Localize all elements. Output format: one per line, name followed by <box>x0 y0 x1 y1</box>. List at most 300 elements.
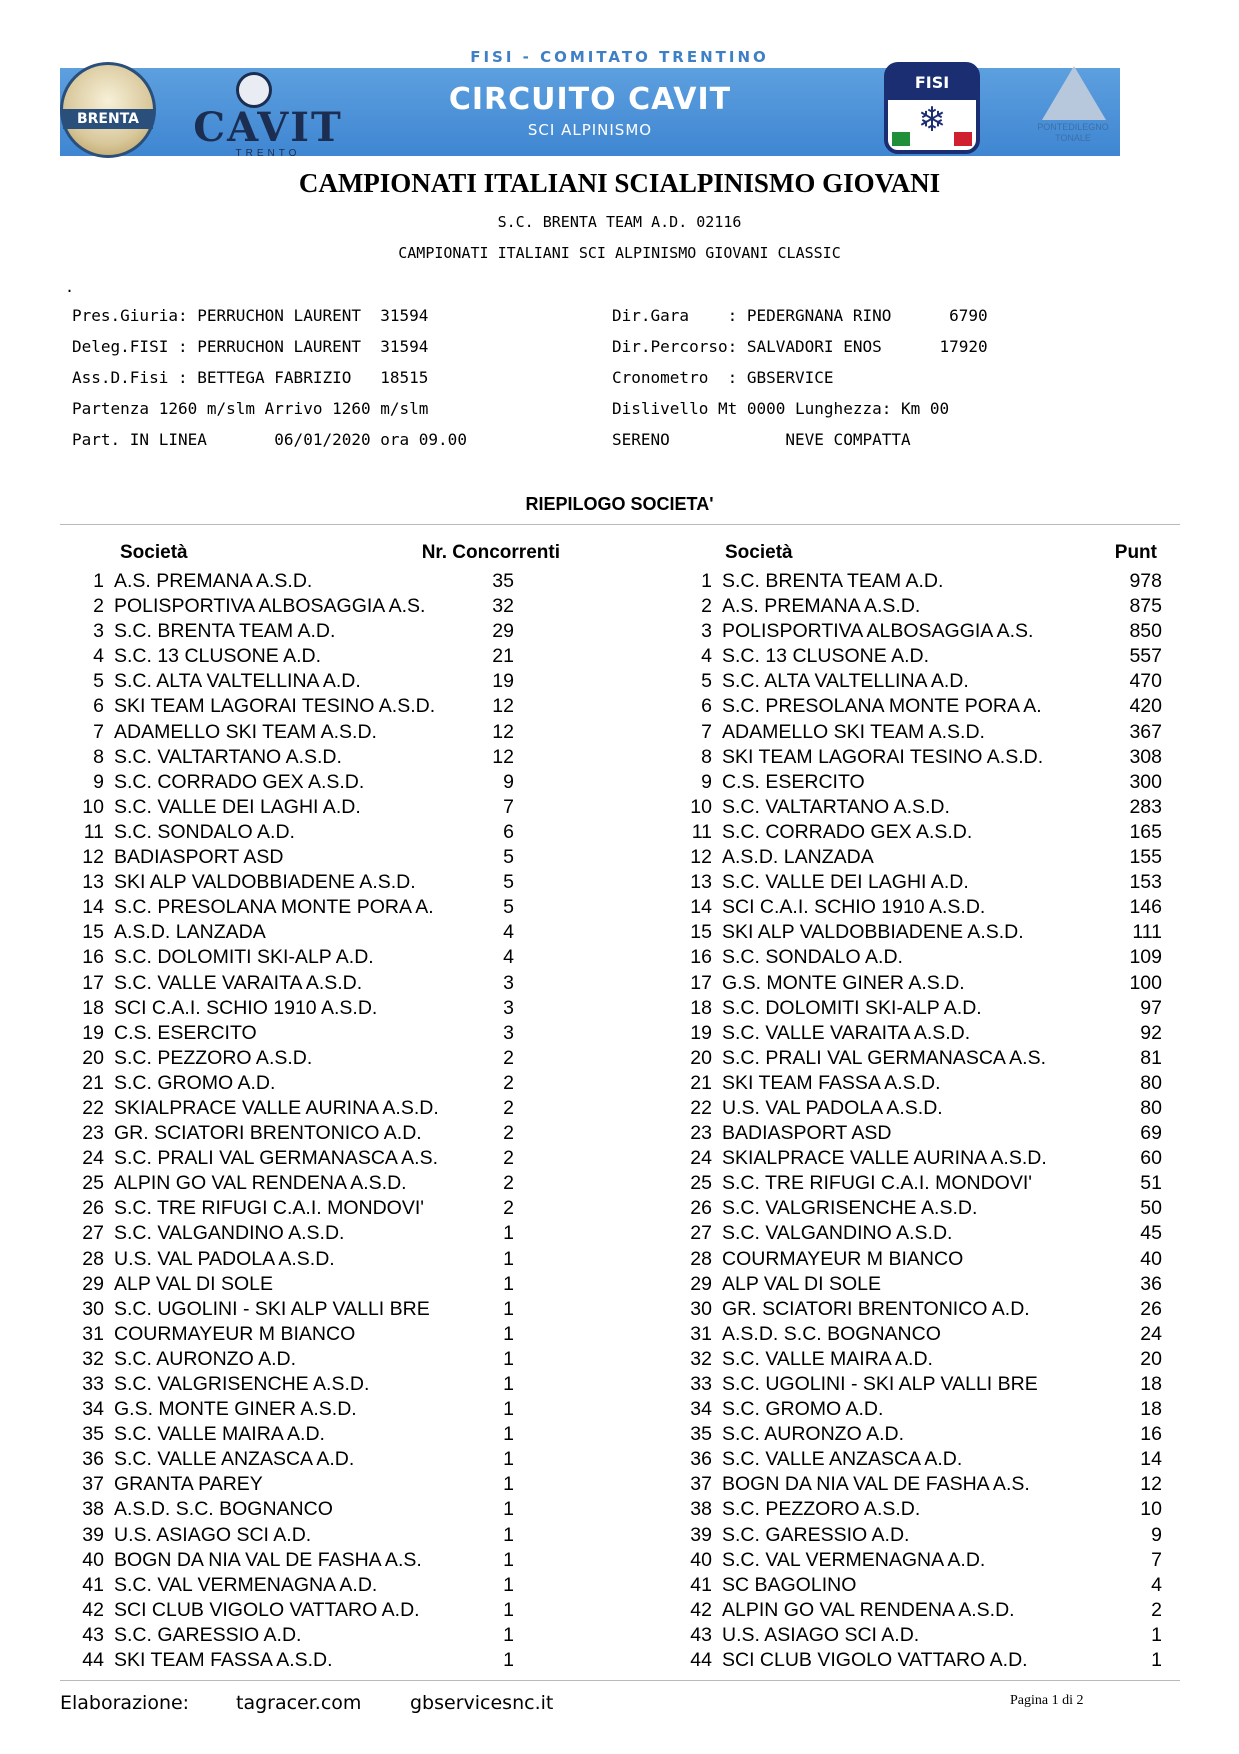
row-rank: 37 <box>690 1473 712 1496</box>
row-society: S.C. BRENTA TEAM A.D. <box>114 620 336 643</box>
top-divider <box>60 524 1180 525</box>
row-value: 300 <box>1129 770 1162 793</box>
row-society: SKI ALP VALDOBBIADENE A.S.D. <box>722 921 1024 944</box>
row-rank: 29 <box>82 1272 104 1295</box>
row-society: S.C. 13 CLUSONE A.D. <box>722 645 929 668</box>
row-value: 10 <box>1140 1498 1162 1521</box>
row-society: ALP VAL DI SOLE <box>114 1272 273 1295</box>
row-value: 1 <box>503 1272 514 1295</box>
row-rank: 28 <box>690 1247 712 1270</box>
table-row <box>64 1022 564 1047</box>
row-rank: 27 <box>690 1222 712 1245</box>
row-rank: 12 <box>690 846 712 869</box>
row-value: 111 <box>1132 921 1162 944</box>
table-row <box>672 1348 1162 1373</box>
row-rank: 29 <box>690 1272 712 1295</box>
row-value: 16 <box>1140 1423 1162 1446</box>
brenta-team-logo <box>60 62 156 158</box>
row-society: POLISPORTIVA ALBOSAGGIA A.S. <box>114 595 426 618</box>
row-rank: 15 <box>690 921 712 944</box>
row-rank: 32 <box>690 1347 712 1370</box>
table-row <box>672 1599 1162 1624</box>
row-society: S.C. VALLE DEI LAGHI A.D. <box>114 795 361 818</box>
row-society: ALP VAL DI SOLE <box>722 1272 881 1295</box>
row-rank: 26 <box>82 1197 104 1220</box>
right-table <box>672 570 1162 1674</box>
table-row <box>672 1448 1162 1473</box>
table-row <box>64 1524 564 1549</box>
row-rank: 36 <box>690 1448 712 1471</box>
row-value: 1 <box>503 1473 514 1496</box>
row-rank: 34 <box>690 1398 712 1421</box>
row-society: SKI TEAM FASSA A.S.D. <box>114 1649 333 1672</box>
row-rank: 9 <box>93 770 104 793</box>
table-row <box>672 721 1162 746</box>
table-row <box>672 1172 1162 1197</box>
table-row <box>64 695 564 720</box>
event-line: CAMPIONATI ITALIANI SCI ALPINISMO GIOVANI CLASSIC <box>398 244 841 262</box>
row-rank: 8 <box>93 745 104 768</box>
table-row <box>64 1649 564 1674</box>
row-society: BOGN DA NIA VAL DE FASHA A.S. <box>722 1473 1030 1496</box>
row-rank: 9 <box>701 770 712 793</box>
row-society: ADAMELLO SKI TEAM A.S.D. <box>722 720 985 743</box>
table-row <box>64 921 564 946</box>
row-society: G.S. MONTE GINER A.S.D. <box>114 1398 357 1421</box>
table-row <box>672 1549 1162 1574</box>
row-rank: 38 <box>82 1498 104 1521</box>
table-row <box>672 997 1162 1022</box>
row-society: SCI CLUB VIGOLO VATTARO A.D. <box>722 1649 1028 1672</box>
row-value: 69 <box>1140 1122 1162 1145</box>
row-value: 26 <box>1140 1297 1162 1320</box>
row-society: S.C. DOLOMITI SKI-ALP A.D. <box>722 996 982 1019</box>
row-value: 283 <box>1129 795 1162 818</box>
row-value: 4 <box>503 946 514 969</box>
row-rank: 5 <box>93 670 104 693</box>
row-rank: 18 <box>82 996 104 1019</box>
table-row <box>672 1022 1162 1047</box>
row-society: A.S.D. LANZADA <box>114 921 266 944</box>
table-row <box>672 1147 1162 1172</box>
row-rank: 19 <box>82 1021 104 1044</box>
row-rank: 37 <box>82 1473 104 1496</box>
row-value: 1 <box>503 1322 514 1345</box>
row-value: 2 <box>503 1071 514 1094</box>
row-value: 1 <box>503 1573 514 1596</box>
row-society: S.C. CORRADO GEX A.S.D. <box>722 820 973 843</box>
row-value: 60 <box>1140 1147 1162 1170</box>
row-value: 50 <box>1140 1197 1162 1220</box>
left-col-header-value: Nr. Concorrenti <box>421 542 560 563</box>
row-society: S.C. VALLE DEI LAGHI A.D. <box>722 871 969 894</box>
table-row <box>64 645 564 670</box>
row-society: S.C. CORRADO GEX A.S.D. <box>114 770 365 793</box>
footer-label: Elaborazione: <box>60 1692 190 1714</box>
bottom-divider <box>60 1680 1180 1681</box>
row-value: 165 <box>1129 820 1162 843</box>
row-society: SKI TEAM LAGORAI TESINO A.S.D. <box>114 695 436 718</box>
row-value: 146 <box>1129 896 1162 919</box>
table-row <box>672 1373 1162 1398</box>
table-row <box>64 1323 564 1348</box>
row-society: S.C. AURONZO A.D. <box>722 1423 905 1446</box>
mountain-icon <box>1042 66 1106 120</box>
fisi-logo-text: FISI <box>888 66 976 100</box>
row-society: S.C. SONDALO A.D. <box>114 820 295 843</box>
row-society: SCI C.A.I. SCHIO 1910 A.S.D. <box>114 996 378 1019</box>
row-value: 51 <box>1140 1172 1162 1195</box>
table-row <box>64 1348 564 1373</box>
info-left-3: Ass.D.Fisi : BETTEGA FABRIZIO 18515 <box>72 368 429 387</box>
row-rank: 25 <box>690 1172 712 1195</box>
table-row <box>672 1524 1162 1549</box>
row-rank: 14 <box>690 896 712 919</box>
row-value: 1 <box>503 1373 514 1395</box>
flag-red-stripe <box>954 132 972 146</box>
row-value: 470 <box>1129 670 1162 693</box>
row-society: GRANTA PAREY <box>114 1473 263 1496</box>
row-rank: 43 <box>82 1623 104 1646</box>
row-value: 80 <box>1140 1096 1162 1119</box>
table-row <box>64 570 564 595</box>
row-value: 7 <box>503 795 514 818</box>
row-value: 875 <box>1129 595 1162 618</box>
row-rank: 24 <box>82 1147 104 1170</box>
row-value: 12 <box>1140 1473 1162 1496</box>
table-row <box>672 1498 1162 1523</box>
table-row <box>64 771 564 796</box>
table-row <box>64 821 564 846</box>
row-society: S.C. TRE RIFUGI C.A.I. MONDOVI' <box>114 1197 424 1220</box>
row-rank: 23 <box>690 1122 712 1145</box>
footer-link-gbservice[interactable]: gbservicesnc.it <box>410 1692 554 1714</box>
row-rank: 12 <box>82 846 104 869</box>
row-society: S.C. PEZZORO A.S.D. <box>114 1046 313 1069</box>
row-value: 40 <box>1140 1247 1162 1270</box>
row-society: SKI TEAM FASSA A.S.D. <box>722 1071 941 1094</box>
row-rank: 2 <box>701 595 712 618</box>
row-value: 1 <box>503 1598 514 1621</box>
left-col-header-name: Società <box>120 542 188 563</box>
snowflake-icon: ❄ <box>917 101 947 139</box>
row-society: S.C. VALGRISENCHE A.S.D. <box>114 1373 370 1395</box>
table-row <box>672 771 1162 796</box>
row-value: 2 <box>1151 1598 1162 1621</box>
row-rank: 22 <box>690 1096 712 1119</box>
table-row <box>64 1498 564 1523</box>
row-society: S.C. VALLE VARAITA A.S.D. <box>114 971 363 994</box>
row-value: 29 <box>492 620 514 643</box>
table-row <box>672 695 1162 720</box>
row-value: 1 <box>503 1623 514 1646</box>
row-rank: 1 <box>701 570 712 592</box>
page-title: CAMPIONATI ITALIANI SCIALPINISMO GIOVANI <box>298 168 941 198</box>
table-row <box>64 670 564 695</box>
row-society: S.C. VALLE MAIRA A.D. <box>722 1347 933 1370</box>
row-rank: 24 <box>690 1147 712 1170</box>
row-value: 109 <box>1129 946 1162 969</box>
row-value: 12 <box>492 720 514 743</box>
row-rank: 10 <box>690 795 712 818</box>
row-rank: 27 <box>82 1222 104 1245</box>
row-rank: 31 <box>82 1322 104 1345</box>
table-row <box>672 821 1162 846</box>
table-row <box>64 1097 564 1122</box>
table-row <box>64 871 564 896</box>
row-rank: 6 <box>93 695 104 718</box>
row-society: S.C. VALLE ANZASCA A.D. <box>722 1448 963 1471</box>
brenta-logo-text: BRENTA <box>63 109 153 129</box>
row-rank: 35 <box>82 1423 104 1446</box>
row-rank: 20 <box>690 1046 712 1069</box>
table-row <box>64 1473 564 1498</box>
row-rank: 8 <box>701 745 712 768</box>
row-value: 97 <box>1140 996 1162 1019</box>
row-value: 4 <box>503 921 514 944</box>
row-value: 9 <box>1151 1523 1162 1546</box>
table-row <box>672 1574 1162 1599</box>
info-right-2: Dir.Percorso: SALVADORI ENOS 17920 <box>612 337 988 356</box>
table-row <box>64 1599 564 1624</box>
row-society: S.C. GARESSIO A.D. <box>114 1623 302 1646</box>
row-rank: 19 <box>690 1021 712 1044</box>
row-society: SKI TEAM LAGORAI TESINO A.S.D. <box>722 745 1044 768</box>
row-society: A.S.D. S.C. BOGNANCO <box>722 1322 941 1345</box>
row-value: 24 <box>1140 1322 1162 1345</box>
banner-title: CIRCUITO CAVIT <box>448 82 732 117</box>
row-value: 45 <box>1140 1222 1162 1245</box>
row-rank: 6 <box>701 695 712 718</box>
cavit-logo <box>168 70 368 159</box>
row-society: U.S. VAL PADOLA A.S.D. <box>722 1096 943 1119</box>
row-value: 1 <box>503 1297 514 1320</box>
table-row <box>64 1423 564 1448</box>
row-value: 1 <box>503 1448 514 1471</box>
row-society: A.S.D. S.C. BOGNANCO <box>114 1498 333 1521</box>
table-row <box>672 871 1162 896</box>
row-society: S.C. GARESSIO A.D. <box>722 1523 910 1546</box>
table-row <box>672 796 1162 821</box>
table-row <box>64 1122 564 1147</box>
row-society: S.C. VALGRISENCHE A.S.D. <box>722 1197 978 1220</box>
row-value: 3 <box>503 996 514 1019</box>
row-rank: 44 <box>82 1649 104 1672</box>
row-rank: 11 <box>83 820 104 843</box>
row-society: GR. SCIATORI BRENTONICO A.D. <box>114 1122 422 1145</box>
row-value: 1 <box>503 1347 514 1370</box>
row-society: BADIASPORT ASD <box>114 846 284 869</box>
info-left-1: Pres.Giuria: PERRUCHON LAURENT 31594 <box>72 306 429 325</box>
table-row <box>64 1197 564 1222</box>
table-row <box>64 1273 564 1298</box>
table-row <box>672 670 1162 695</box>
row-society: A.S.D. LANZADA <box>722 846 874 869</box>
table-row <box>64 620 564 645</box>
table-row <box>64 1222 564 1247</box>
row-rank: 2 <box>93 595 104 618</box>
cavit-emblem-icon <box>236 72 272 108</box>
row-value: 9 <box>503 770 514 793</box>
row-society: S.C. UGOLINI - SKI ALP VALLI BRE <box>114 1297 430 1320</box>
row-society: BOGN DA NIA VAL DE FASHA A.S. <box>114 1548 422 1571</box>
fisi-logo <box>884 62 980 154</box>
row-rank: 21 <box>690 1071 712 1094</box>
row-rank: 16 <box>82 946 104 969</box>
row-society: U.S. ASIAGO SCI A.D. <box>114 1523 312 1546</box>
row-society: SKIALPRACE VALLE AURINA A.S.D. <box>114 1096 439 1119</box>
row-value: 1 <box>503 1523 514 1546</box>
row-society: S.C. AURONZO A.D. <box>114 1347 297 1370</box>
table-row <box>64 1047 564 1072</box>
table-row <box>672 746 1162 771</box>
row-society: S.C. 13 CLUSONE A.D. <box>114 645 321 668</box>
row-rank: 40 <box>690 1548 712 1571</box>
info-left-5: Part. IN LINEA 06/01/2020 ora 09.00 <box>72 430 467 449</box>
row-value: 1 <box>1151 1649 1162 1672</box>
row-rank: 10 <box>82 795 104 818</box>
row-value: 1 <box>1151 1623 1162 1646</box>
table-row <box>64 946 564 971</box>
row-value: 5 <box>503 871 514 894</box>
row-value: 850 <box>1129 620 1162 643</box>
row-rank: 33 <box>82 1373 104 1395</box>
table-row <box>672 1122 1162 1147</box>
table-row <box>672 1273 1162 1298</box>
row-society: SKI ALP VALDOBBIADENE A.S.D. <box>114 871 416 894</box>
table-row <box>64 1624 564 1649</box>
row-value: 1 <box>503 1247 514 1270</box>
row-society: S.C. ALTA VALTELLINA A.D. <box>114 670 361 693</box>
row-rank: 15 <box>82 921 104 944</box>
row-value: 2 <box>503 1147 514 1170</box>
table-row <box>672 1222 1162 1247</box>
row-value: 35 <box>492 570 514 592</box>
table-row <box>64 1373 564 1398</box>
row-society: SCI C.A.I. SCHIO 1910 A.S.D. <box>722 896 986 919</box>
row-society: ADAMELLO SKI TEAM A.S.D. <box>114 720 377 743</box>
table-row <box>672 1197 1162 1222</box>
row-value: 92 <box>1140 1021 1162 1044</box>
row-value: 3 <box>503 971 514 994</box>
row-value: 1 <box>503 1222 514 1245</box>
row-rank: 26 <box>690 1197 712 1220</box>
row-rank: 31 <box>690 1322 712 1345</box>
row-value: 3 <box>503 1021 514 1044</box>
row-society: U.S. ASIAGO SCI A.D. <box>722 1623 920 1646</box>
row-value: 2 <box>503 1197 514 1220</box>
row-rank: 20 <box>82 1046 104 1069</box>
table-row <box>672 921 1162 946</box>
row-value: 14 <box>1140 1448 1162 1471</box>
row-society: S.C. VALLE ANZASCA A.D. <box>114 1448 355 1471</box>
row-value: 12 <box>492 695 514 718</box>
row-rank: 41 <box>690 1573 712 1596</box>
tonale-logo <box>1030 62 1116 158</box>
table-row <box>672 1398 1162 1423</box>
table-row <box>64 1549 564 1574</box>
row-society: U.S. VAL PADOLA A.S.D. <box>114 1247 335 1270</box>
row-rank: 21 <box>82 1071 104 1094</box>
row-society: C.S. ESERCITO <box>722 770 865 793</box>
row-society: S.C. PRESOLANA MONTE PORA A. <box>114 896 434 919</box>
info-right-4: Dislivello Mt 0000 Lunghezza: Km 00 <box>612 399 950 418</box>
table-row <box>64 796 564 821</box>
table-row <box>64 1448 564 1473</box>
left-table <box>64 570 564 1674</box>
row-value: 1 <box>503 1423 514 1446</box>
row-society: S.C. SONDALO A.D. <box>722 946 903 969</box>
table-row <box>672 1423 1162 1448</box>
row-value: 5 <box>503 846 514 869</box>
row-rank: 30 <box>690 1297 712 1320</box>
row-rank: 43 <box>690 1623 712 1646</box>
right-col-header-name: Società <box>725 542 793 563</box>
row-society: S.C. VALLE VARAITA A.S.D. <box>722 1021 971 1044</box>
table-row <box>64 896 564 921</box>
row-rank: 35 <box>690 1423 712 1446</box>
row-rank: 3 <box>93 620 104 643</box>
row-value: 100 <box>1129 971 1162 994</box>
table-row <box>672 1298 1162 1323</box>
row-society: POLISPORTIVA ALBOSAGGIA A.S. <box>722 620 1034 643</box>
row-rank: 44 <box>690 1649 712 1672</box>
info-right-5: SERENO NEVE COMPATTA <box>612 430 911 449</box>
info-right-3: Cronometro : GBSERVICE <box>612 368 834 387</box>
organizer-line: S.C. BRENTA TEAM A.D. 02116 <box>497 213 742 231</box>
flag-green-stripe <box>892 132 910 146</box>
row-society: S.C. VAL VERMENAGNA A.D. <box>722 1548 986 1571</box>
row-rank: 7 <box>701 720 712 743</box>
row-society: S.C. VALGANDINO A.S.D. <box>722 1222 953 1245</box>
table-row <box>64 972 564 997</box>
table-row <box>64 595 564 620</box>
row-value: 19 <box>492 670 514 693</box>
row-value: 1 <box>503 1498 514 1521</box>
row-society: S.C. VAL VERMENAGNA A.D. <box>114 1573 378 1596</box>
banner-subtitle: SCI ALPINISMO <box>527 121 653 139</box>
row-society: A.S. PREMANA A.S.D. <box>114 570 313 592</box>
row-rank: 1 <box>93 570 104 592</box>
table-row <box>64 1398 564 1423</box>
row-rank: 17 <box>690 971 712 994</box>
row-value: 7 <box>1151 1548 1162 1571</box>
row-society: S.C. PRALI VAL GERMANASCA A.S. <box>114 1147 439 1170</box>
row-rank: 3 <box>701 620 712 643</box>
row-society: ALPIN GO VAL RENDENA A.S.D. <box>722 1598 1015 1621</box>
row-society: BADIASPORT ASD <box>722 1122 892 1145</box>
row-value: 12 <box>492 745 514 768</box>
row-society: S.C. PRESOLANA MONTE PORA A. <box>722 695 1042 718</box>
row-value: 80 <box>1140 1071 1162 1094</box>
row-value: 155 <box>1129 846 1162 869</box>
row-value: 367 <box>1129 720 1162 743</box>
table-row <box>672 620 1162 645</box>
table-row <box>64 746 564 771</box>
footer-link-tagracer[interactable]: tagracer.com <box>236 1692 362 1714</box>
cavit-logo-subtext: TRENTO <box>235 148 301 159</box>
row-society: COURMAYEUR M BIANCO <box>114 1322 356 1345</box>
table-row <box>672 946 1162 971</box>
row-value: 978 <box>1129 570 1162 592</box>
row-rank: 23 <box>82 1122 104 1145</box>
row-rank: 39 <box>690 1523 712 1546</box>
info-left-2: Deleg.FISI : PERRUCHON LAURENT 31594 <box>72 337 429 356</box>
page-number: Pagina 1 di 2 <box>1010 1693 1084 1708</box>
row-society: S.C. TRE RIFUGI C.A.I. MONDOVI' <box>722 1172 1032 1195</box>
table-row <box>64 1172 564 1197</box>
table-row <box>64 1574 564 1599</box>
